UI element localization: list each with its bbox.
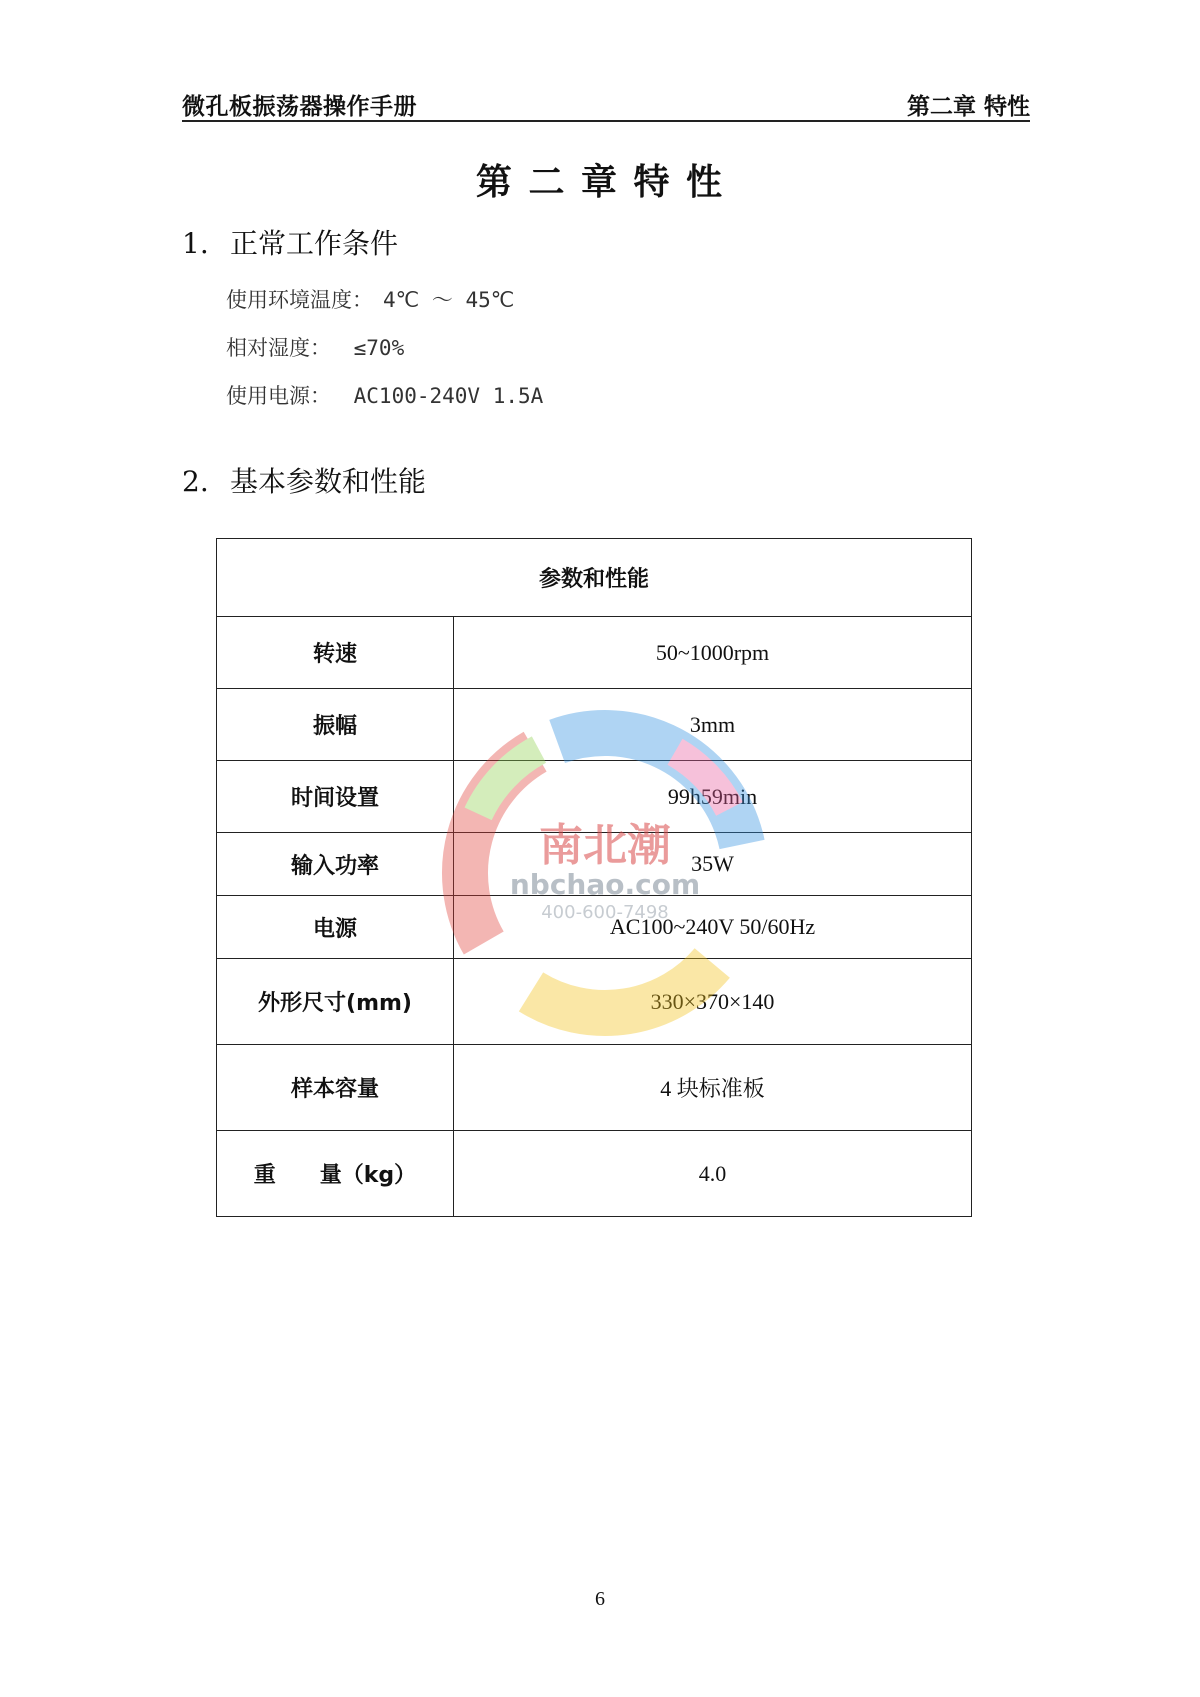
page-header xyxy=(182,84,1030,122)
param-label: 振幅 xyxy=(217,689,454,761)
section-heading-conditions xyxy=(182,222,398,262)
condition-humidity xyxy=(226,332,404,362)
param-value: 330×370×140 xyxy=(454,959,972,1045)
table-row xyxy=(217,896,972,959)
param-label: 转速 xyxy=(217,617,454,689)
param-value: 3mm xyxy=(454,689,972,761)
param-label: 输入功率 xyxy=(217,833,454,896)
table-row xyxy=(217,617,972,689)
table-header-row xyxy=(217,539,972,617)
condition-power xyxy=(226,380,543,410)
section-number: 1. xyxy=(182,227,209,260)
section-number: 2. xyxy=(182,465,209,498)
param-value: AC100~240V 50/60Hz xyxy=(454,896,972,959)
condition-label: 使用电源： xyxy=(226,384,331,408)
condition-value: 4℃ ～ 45℃ xyxy=(383,288,515,312)
param-label: 样本容量 xyxy=(217,1045,454,1131)
param-label: 时间设置 xyxy=(217,761,454,833)
watermark-site: nbchao.com xyxy=(509,868,701,901)
section-title: 正常工作条件 xyxy=(230,227,399,260)
param-value: 4.0 xyxy=(454,1131,972,1217)
param-label: 电源 xyxy=(217,896,454,959)
section-title: 基本参数和性能 xyxy=(230,465,427,498)
section-heading-parameters xyxy=(182,460,426,500)
table-row xyxy=(217,1131,972,1217)
table-row xyxy=(217,1045,972,1131)
condition-value: AC100-240V 1.5A xyxy=(341,384,544,408)
condition-temperature xyxy=(226,284,514,314)
condition-label: 使用环境温度： xyxy=(226,288,373,312)
chapter-title: 第 二 章 特 性 xyxy=(475,161,725,203)
param-value: 50~1000rpm xyxy=(454,617,972,689)
watermark-phone: 400-600-7498 xyxy=(541,902,669,923)
param-label: 重 量（kg） xyxy=(217,1131,454,1217)
manual-title: 微孔板振荡器操作手册 xyxy=(182,94,417,120)
param-value: 4 块标准板 xyxy=(454,1045,972,1131)
spec-table xyxy=(216,538,972,1217)
table-row xyxy=(217,761,972,833)
chapter-label: 第二章 特性 xyxy=(906,94,1030,120)
param-value: 35W xyxy=(454,833,972,896)
table-header: 参数和性能 xyxy=(217,539,972,617)
page-number: 6 xyxy=(595,1588,605,1610)
param-value: 99h59min xyxy=(454,761,972,833)
param-label: 外形尺寸(mm) xyxy=(217,959,454,1045)
condition-label: 相对湿度： xyxy=(226,336,331,360)
table-row xyxy=(217,689,972,761)
condition-value: ≤70% xyxy=(341,336,405,360)
watermark-brand: 南北潮 xyxy=(539,820,671,871)
table-row xyxy=(217,959,972,1045)
table-row xyxy=(217,833,972,896)
